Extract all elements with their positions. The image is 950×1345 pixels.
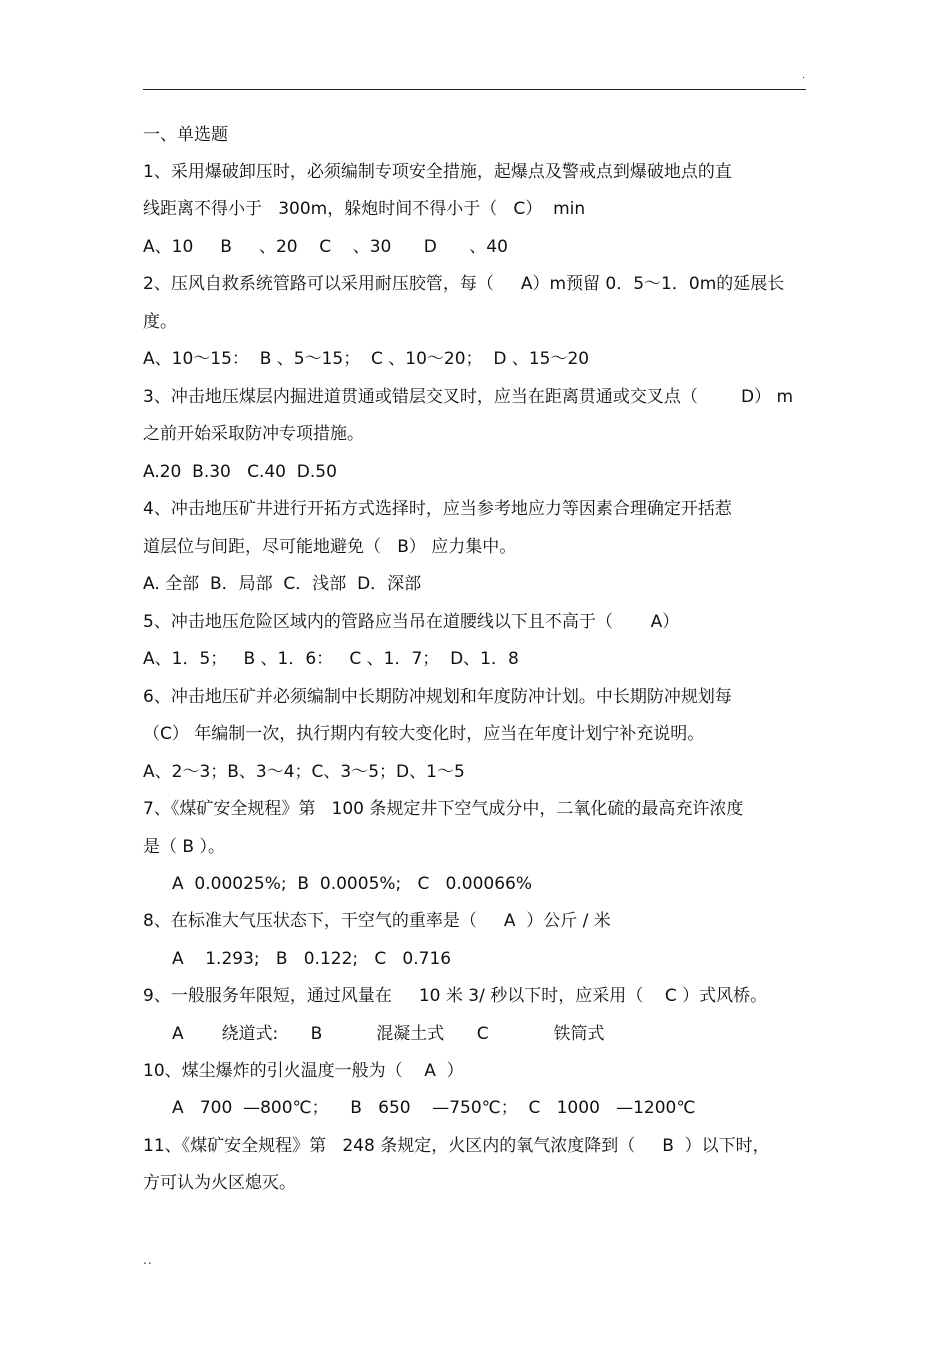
text-line: 道层位与间距，尽可能地避免（ B） 应力集中。	[143, 537, 517, 557]
text-line: 8、在标准大气压状态下，干空气的重率是（ A ）公斤 / 米	[143, 911, 611, 931]
header-corner-mark: ·	[802, 73, 806, 84]
text-line: 10、煤尘爆炸的引火温度一般为（ A ）	[143, 1061, 464, 1081]
text-line: A. 全部 B．局部 C．浅部 D．深部	[143, 574, 422, 594]
text-line: A、2～3；B、3～4；C、3～5；D、1～5	[143, 762, 465, 782]
text-line: A 1.293; B 0.122; C 0.716	[172, 949, 452, 969]
text-line: 7、《煤矿安全规程》第 100 条规定井下空气成分中，二氧化硫的最高充许浓度	[143, 799, 744, 819]
header-rule	[143, 89, 806, 90]
text-line: 方可认为火区熄灭。	[143, 1173, 296, 1193]
text-line: 2、压风自救系统管路可以采用耐压胶管，每（ A）m预留 0．5～1．0m的延展长	[143, 274, 785, 294]
footer-mark: ..	[143, 1253, 153, 1267]
text-line: A 绕道式: B 混凝土式 C 铁筒式	[172, 1024, 605, 1044]
text-line: 3、冲击地压煤层内掘进道贯通或错层交叉时，应当在距离贯通或交叉点（ D） m	[143, 387, 794, 407]
text-line: 6、冲击地压矿并必须编制中长期防冲规划和年度防冲计划。中长期防冲规划每	[143, 687, 732, 707]
text-line: 4、冲击地压矿井进行开拓方式选择时，应当参考地应力等因素合理确定开括惹	[143, 499, 732, 519]
text-line: A、1．5； B 、1．6： C 、1．7； D、1．8	[143, 649, 519, 669]
text-line: 11、《煤矿安全规程》第 248 条规定，火区内的氧气浓度降到（ B ）以下时，	[143, 1136, 770, 1156]
text-line: 5、冲击地压危险区域内的管路应当吊在道腰线以下且不高于（ A）	[143, 612, 680, 632]
text-line: 线距离不得小于 300m，躲炮时间不得小于（ C） min	[143, 199, 586, 219]
text-line: 之前开始采取防冲专项措施。	[143, 424, 364, 444]
section-heading: 一、单选题	[143, 125, 228, 145]
text-line: 1、采用爆破卸压时，必须编制专项安全措施，起爆点及警戒点到爆破地点的直	[143, 162, 732, 182]
text-line: 度。	[143, 312, 177, 332]
text-line: A.20 B.30 C.40 D.50	[143, 462, 337, 482]
text-line: A 0.00025%; B 0.0005%; C 0.00066%	[172, 874, 533, 894]
text-line: A、10 B 、20 C 、30 D 、40	[143, 237, 508, 257]
text-line: （C） 年编制一次，执行期内有较大变化时，应当在年度计划宁补充说明。	[143, 724, 705, 744]
text-line: A、10～15： B 、5～15； C 、10～20； D 、15～20	[143, 349, 590, 369]
text-line: 9、一般服务年限短，通过风量在 10 米 3/ 秒以下时，应采用（ C ）式风桥。	[143, 986, 768, 1006]
text-line: 是（ B ）。	[143, 837, 225, 857]
text-line: A 700 —800℃； B 650 —750℃； C 1000 —1200℃	[172, 1098, 696, 1118]
